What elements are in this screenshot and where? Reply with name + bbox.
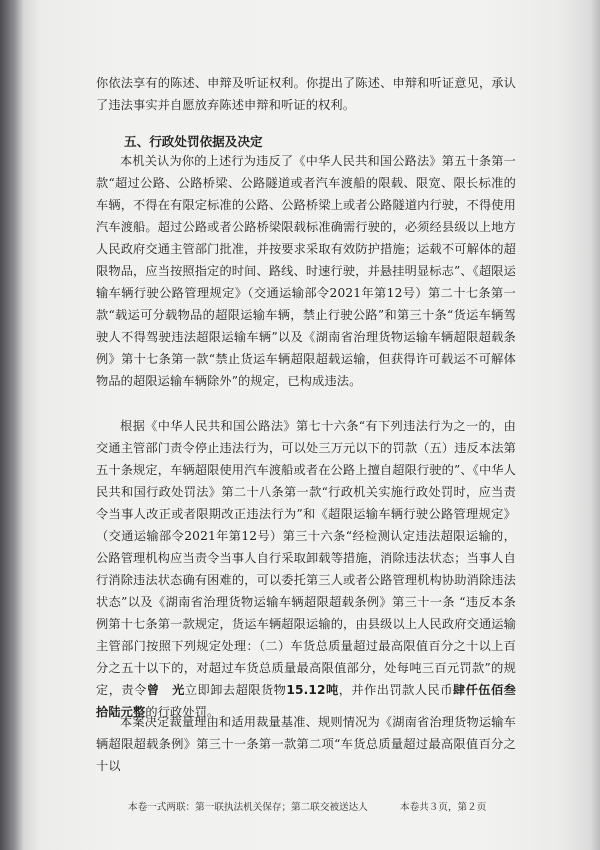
penalty-basis-text-2: 立即卸去超限货物 bbox=[184, 683, 287, 697]
paragraph-violation: 本机关认为你的上述行为违反了《中华人民共和国公路法》第五十条第一款“超过公路、公路桥梁、公路隧道或者汽车渡船的限载、限宽、限长标准的车辆，不得在有限定标准的公路、公路桥梁上或者公路隧道内行驶，不得使用汽车渡船。超过公路或者公路桥梁限载标准确需行驶的，必须经县级以上地方人民政府交通主管部门批准，并按要求采取有效防护措施；运载不可解体的超限物品，应当按照指定的时间、路线、时速行驶，并悬挂明显标志”、《超限运输车辆行驶公路管理规定》（交通运输部令2021年第12号）第二十七条第一款“载运可分载物品的超限运输车辆，禁止行驶公路”和第三十条“货运车辆驾驶人不得驾驶违法超限运输车辆”以及《湖南省治理货物运输车辆超限超载条例》第十七条第一款“禁止货运车辆超限超载运输，但获得许可载运不可解体物品的超限运输车辆除外”的规定，已构成违法。 bbox=[96, 154, 516, 388]
penalty-basis-text-4: 的行政处罚。 bbox=[145, 705, 220, 719]
paragraph-rights: 你依法享有的陈述、申辩及听证权利。你提出了陈述、申辩和听证意见，承认了违法事实并自愿放弃陈述申辩和听证的权利。 bbox=[96, 76, 516, 112]
penalty-basis-text-3: ，并作出罚款人民币 bbox=[338, 683, 453, 697]
section-heading: 五、行政处罚依据及决定 bbox=[124, 134, 263, 149]
footer-page-info: 本卷共３页，第２页 bbox=[400, 802, 487, 813]
fine-amount: 肆仟伍佰叁拾陆元整 bbox=[96, 683, 516, 719]
document-page bbox=[28, 0, 588, 850]
paragraph-discretion: 本案决定裁量理由和适用裁量基准、规则情况为《湖南省治理货物运输车辆超限超载条例》第三十一条第一款第二项“车货总质量超过最高限值百分之十以 bbox=[96, 715, 516, 773]
penalty-basis-text: 根据《中华人民共和国公路法》第七十六条“有下列违法行为之一的，由交通主管部门责令停止违法行为，可以处三万元以下的罚款（五）违反本法第五十条规定，车辆超限使用汽车渡船或者在公路上擅自超限行驶的”、《中华人民共和国行政处罚法》第二十八条第一款“行政机关实施行政处罚时，应当责令当事人改正或者限期改正违法行为”和《超限运输车辆行驶公路管理规定》（交通运输部令2021年第12号）第三十六条“经检测认定违法超限运输的，公路管理机构应当责令当事人自行采取卸载等措施，消除违法状态；当事人自行消除违法状态确有困难的，可以委托第三人或者公路管理机构协助消除违法状态”以及《湖南省治理货物运输车辆超限超载条例》第三十一条 “违反本条例第十七条第一款规定，货运车辆超限运输的，由县级以上人民政府交通运输主管部门按照下列规定处理：（二）车货总质量超过最高限值百分之十以上百分之五十以下的，对超过车货总质量最高限值部分，处每吨三百元罚款”的规定，责令 bbox=[96, 419, 516, 697]
footer-copies-note: 本卷一式两联：第一联执法机关保存；第二联交被送达人 bbox=[128, 802, 368, 813]
party-name: 曾 光 bbox=[146, 683, 185, 697]
overload-weight: 15.12吨 bbox=[286, 683, 339, 697]
paragraph-penalty-basis bbox=[96, 415, 516, 723]
